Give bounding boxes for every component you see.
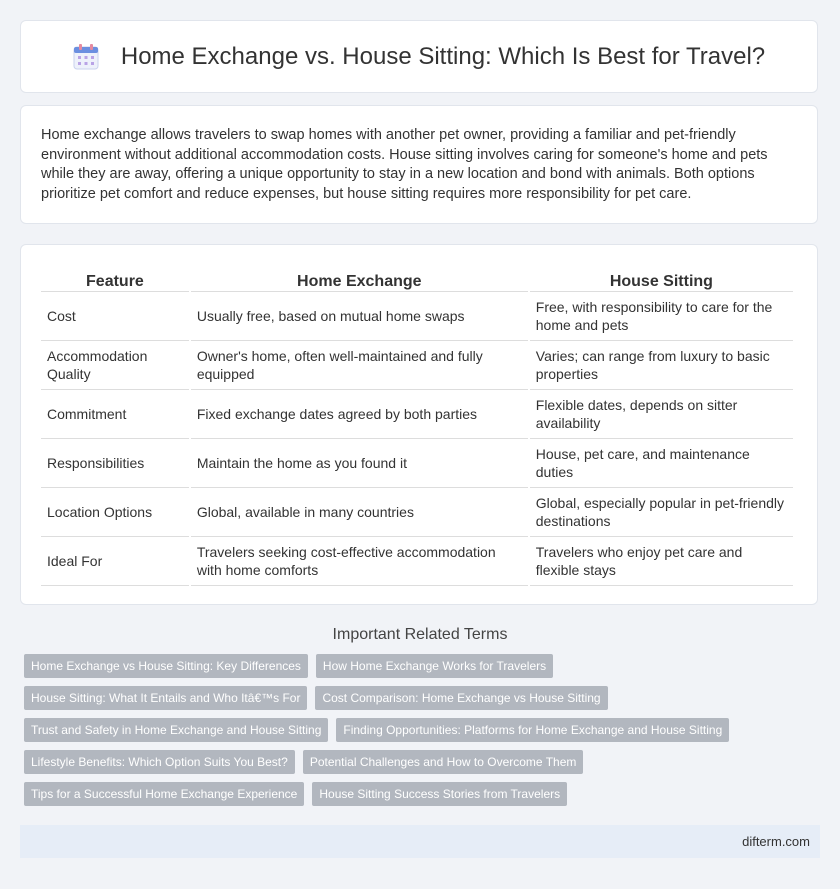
column-header: Feature <box>41 265 189 292</box>
house-sitting-cell: Free, with responsibility to care for the home and pets <box>530 292 793 341</box>
home-exchange-cell: Fixed exchange dates agreed by both parties <box>191 390 528 439</box>
house-sitting-cell: Varies; can range from luxury to basic properties <box>530 341 793 390</box>
table-row <box>41 439 793 488</box>
related-tag[interactable]: Tips for a Successful Home Exchange Experience <box>24 782 304 806</box>
comparison-table <box>39 265 795 586</box>
intro-card <box>20 105 818 224</box>
table-header-row <box>41 265 793 292</box>
table-row <box>41 488 793 537</box>
home-exchange-cell: Global, available in many countries <box>191 488 528 537</box>
feature-cell: Ideal For <box>41 537 189 586</box>
column-header: Home Exchange <box>191 265 528 292</box>
related-tag[interactable]: How Home Exchange Works for Travelers <box>316 654 553 678</box>
related-terms-title: Important Related Terms <box>332 626 508 643</box>
related-tag[interactable]: Home Exchange vs House Sitting: Key Differences <box>24 654 308 678</box>
related-tag[interactable]: Potential Challenges and How to Overcome Them <box>303 750 584 774</box>
feature-cell: Cost <box>41 292 189 341</box>
home-exchange-cell: Usually free, based on mutual home swaps <box>191 292 528 341</box>
feature-cell: Accommodation Quality <box>41 341 189 390</box>
table-row <box>41 292 793 341</box>
feature-cell: Commitment <box>41 390 189 439</box>
related-tag[interactable]: Finding Opportunities: Platforms for Home Exchange and House Sitting <box>336 718 729 742</box>
feature-cell: Responsibilities <box>41 439 189 488</box>
footer <box>20 825 820 858</box>
related-tags <box>20 654 820 806</box>
intro-text: Home exchange allows travelers to swap homes with another pet owner, providing a familiar and pet-friendly environment without additional accommodation costs. House sitting involves caring for someone's home and pets while they are away, offering a unique opportunity to stay in a new location and bond with animals. Both options prioritize pet comfort and reduce expenses, but house sitting requires more responsibility for pet care. <box>41 127 768 202</box>
table-row <box>41 537 793 586</box>
home-exchange-cell: Maintain the home as you found it <box>191 439 528 488</box>
house-sitting-cell: Global, especially popular in pet-friendly destinations <box>530 488 793 537</box>
related-tag[interactable]: Cost Comparison: Home Exchange vs House Sitting <box>315 686 607 710</box>
related-terms-section <box>20 626 820 806</box>
related-tag[interactable]: Trust and Safety in Home Exchange and House Sitting <box>24 718 328 742</box>
footer-site-link[interactable]: difterm.com <box>742 834 810 849</box>
related-tag[interactable]: Lifestyle Benefits: Which Option Suits You Best? <box>24 750 295 774</box>
home-exchange-cell: Owner's home, often well-maintained and fully equipped <box>191 341 528 390</box>
page-title: Home Exchange vs. House Sitting: Which Is Best for Travel? <box>120 42 766 70</box>
related-tag[interactable]: House Sitting: What It Entails and Who Itâ€™s For <box>24 686 307 710</box>
column-header: House Sitting <box>530 265 793 292</box>
comparison-card <box>20 244 818 605</box>
home-exchange-cell: Travelers seeking cost-effective accommodation with home comforts <box>191 537 528 586</box>
calendar-icon <box>73 44 99 70</box>
house-sitting-cell: Travelers who enjoy pet care and flexible stays <box>530 537 793 586</box>
house-sitting-cell: House, pet care, and maintenance duties <box>530 439 793 488</box>
table-row <box>41 390 793 439</box>
table-row <box>41 341 793 390</box>
related-tag[interactable]: House Sitting Success Stories from Travelers <box>312 782 567 806</box>
header-card <box>20 20 818 93</box>
house-sitting-cell: Flexible dates, depends on sitter availability <box>530 390 793 439</box>
feature-cell: Location Options <box>41 488 189 537</box>
